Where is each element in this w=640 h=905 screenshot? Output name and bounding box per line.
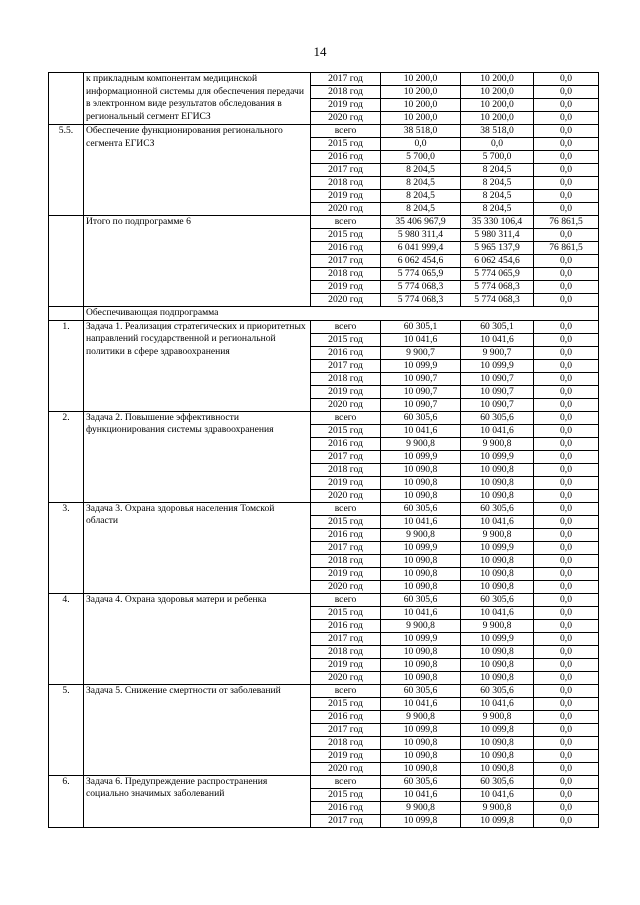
- total-cell: 10 099,8: [381, 723, 461, 736]
- year-cell: 2018 год: [311, 736, 381, 749]
- regional-budget-cell: 10 099,9: [461, 450, 534, 463]
- year-cell: 2017 год: [311, 541, 381, 554]
- regional-budget-cell: 10 090,8: [461, 762, 534, 775]
- total-cell: 9 900,8: [381, 801, 461, 814]
- federal-budget-cell: 0,0: [534, 801, 599, 814]
- year-cell: 2020 год: [311, 203, 381, 216]
- regional-budget-cell: 10 200,0: [461, 73, 534, 86]
- table-row: [49, 307, 599, 321]
- federal-budget-cell: 0,0: [534, 372, 599, 385]
- year-cell: 2016 год: [311, 710, 381, 723]
- total-cell: 10 090,8: [381, 463, 461, 476]
- total-cell: 9 900,8: [381, 710, 461, 723]
- total-cell: 10 099,9: [381, 359, 461, 372]
- regional-budget-cell: 10 090,8: [461, 489, 534, 502]
- item-name: Задача 2. Повышение эффективности функционирования системы здравоохранения: [84, 411, 311, 502]
- federal-budget-cell: 0,0: [534, 606, 599, 619]
- table-row: [49, 73, 599, 86]
- federal-budget-cell: 0,0: [534, 86, 599, 99]
- total-cell: 10 090,7: [381, 398, 461, 411]
- year-cell: 2016 год: [311, 801, 381, 814]
- federal-budget-cell: 0,0: [534, 528, 599, 541]
- regional-budget-cell: 10 090,8: [461, 671, 534, 684]
- item-name: к прикладным компонентам медицинской информационной системы для обеспечения передачи в электронном виде результатов обследования в региональный сегмент ЕГИСЗ: [84, 73, 311, 125]
- total-cell: 10 041,6: [381, 424, 461, 437]
- regional-budget-cell: 9 900,8: [461, 528, 534, 541]
- regional-budget-cell: 9 900,8: [461, 710, 534, 723]
- item-number: 2.: [49, 411, 84, 502]
- year-cell: 2015 год: [311, 424, 381, 437]
- total-cell: 5 980 311,4: [381, 229, 461, 242]
- regional-budget-cell: 60 305,6: [461, 502, 534, 515]
- regional-budget-cell: 38 518,0: [461, 125, 534, 138]
- year-cell: 2015 год: [311, 229, 381, 242]
- regional-budget-cell: 10 090,8: [461, 645, 534, 658]
- regional-budget-cell: 0,0: [461, 138, 534, 151]
- federal-budget-cell: 0,0: [534, 112, 599, 125]
- regional-budget-cell: 5 774 065,9: [461, 268, 534, 281]
- table-row: [49, 684, 599, 697]
- year-cell: 2018 год: [311, 177, 381, 190]
- year-cell: 2017 год: [311, 450, 381, 463]
- year-cell: всего: [311, 502, 381, 515]
- federal-budget-cell: 0,0: [534, 515, 599, 528]
- federal-budget-cell: 0,0: [534, 424, 599, 437]
- federal-budget-cell: 0,0: [534, 814, 599, 827]
- table-row: [49, 320, 599, 333]
- total-cell: 10 090,8: [381, 736, 461, 749]
- year-cell: всего: [311, 775, 381, 788]
- budget-table: [48, 72, 599, 828]
- regional-budget-cell: 10 099,9: [461, 632, 534, 645]
- federal-budget-cell: 0,0: [534, 268, 599, 281]
- federal-budget-cell: 0,0: [534, 385, 599, 398]
- federal-budget-cell: 0,0: [534, 138, 599, 151]
- total-cell: 60 305,6: [381, 593, 461, 606]
- year-cell: 2017 год: [311, 723, 381, 736]
- total-cell: 60 305,1: [381, 320, 461, 333]
- total-cell: 10 200,0: [381, 73, 461, 86]
- item-number: [49, 216, 84, 307]
- regional-budget-cell: 8 204,5: [461, 164, 534, 177]
- total-cell: 6 062 454,6: [381, 255, 461, 268]
- total-cell: 38 518,0: [381, 125, 461, 138]
- year-cell: 2019 год: [311, 476, 381, 489]
- item-number: [49, 73, 84, 125]
- regional-budget-cell: 10 090,7: [461, 385, 534, 398]
- total-cell: 5 774 068,3: [381, 294, 461, 307]
- total-cell: 10 090,8: [381, 658, 461, 671]
- regional-budget-cell: 10 041,6: [461, 515, 534, 528]
- federal-budget-cell: 0,0: [534, 333, 599, 346]
- item-number: 5.: [49, 684, 84, 775]
- total-cell: 10 041,6: [381, 515, 461, 528]
- year-cell: всего: [311, 593, 381, 606]
- total-cell: 9 900,8: [381, 528, 461, 541]
- year-cell: 2018 год: [311, 268, 381, 281]
- federal-budget-cell: 0,0: [534, 164, 599, 177]
- total-cell: 10 041,6: [381, 606, 461, 619]
- federal-budget-cell: 0,0: [534, 619, 599, 632]
- table-row: [49, 411, 599, 424]
- regional-budget-cell: 5 774 068,3: [461, 294, 534, 307]
- regional-budget-cell: 10 041,6: [461, 333, 534, 346]
- regional-budget-cell: 10 090,8: [461, 736, 534, 749]
- year-cell: 2015 год: [311, 697, 381, 710]
- total-cell: 10 041,6: [381, 788, 461, 801]
- year-cell: 2017 год: [311, 255, 381, 268]
- total-cell: 10 200,0: [381, 86, 461, 99]
- federal-budget-cell: 0,0: [534, 632, 599, 645]
- table-row: [49, 775, 599, 788]
- regional-budget-cell: 8 204,5: [461, 177, 534, 190]
- federal-budget-cell: 0,0: [534, 489, 599, 502]
- item-number: 1.: [49, 320, 84, 411]
- item-number: 6.: [49, 775, 84, 827]
- year-cell: 2017 год: [311, 632, 381, 645]
- federal-budget-cell: 0,0: [534, 99, 599, 112]
- federal-budget-cell: 76 861,5: [534, 242, 599, 255]
- federal-budget-cell: 0,0: [534, 411, 599, 424]
- total-cell: 6 041 999,4: [381, 242, 461, 255]
- year-cell: 2018 год: [311, 372, 381, 385]
- budget-table-body: [49, 73, 599, 828]
- regional-budget-cell: 8 204,5: [461, 190, 534, 203]
- year-cell: 2016 год: [311, 242, 381, 255]
- year-cell: 2020 год: [311, 671, 381, 684]
- regional-budget-cell: 10 041,6: [461, 606, 534, 619]
- total-cell: 10 090,8: [381, 645, 461, 658]
- federal-budget-cell: 0,0: [534, 151, 599, 164]
- year-cell: всего: [311, 216, 381, 229]
- year-cell: 2017 год: [311, 73, 381, 86]
- year-cell: 2015 год: [311, 333, 381, 346]
- total-cell: 10 099,8: [381, 814, 461, 827]
- regional-budget-cell: 35 330 106,4: [461, 216, 534, 229]
- total-cell: 10 090,7: [381, 372, 461, 385]
- table-row: [49, 216, 599, 229]
- year-cell: всего: [311, 125, 381, 138]
- federal-budget-cell: 0,0: [534, 723, 599, 736]
- total-cell: 8 204,5: [381, 177, 461, 190]
- federal-budget-cell: 0,0: [534, 203, 599, 216]
- regional-budget-cell: 6 062 454,6: [461, 255, 534, 268]
- regional-budget-cell: 10 090,8: [461, 567, 534, 580]
- total-cell: 10 090,8: [381, 671, 461, 684]
- federal-budget-cell: 0,0: [534, 476, 599, 489]
- year-cell: 2018 год: [311, 645, 381, 658]
- item-name: Задача 5. Снижение смертности от заболеваний: [84, 684, 311, 775]
- item-name: Обеспечение функционирования регионального сегмента ЕГИСЗ: [84, 125, 311, 216]
- year-cell: 2019 год: [311, 99, 381, 112]
- federal-budget-cell: 0,0: [534, 710, 599, 723]
- federal-budget-cell: 0,0: [534, 177, 599, 190]
- regional-budget-cell: 10 090,8: [461, 658, 534, 671]
- item-name: Итого по подпрограмме 6: [84, 216, 311, 307]
- total-cell: 60 305,6: [381, 775, 461, 788]
- federal-budget-cell: 0,0: [534, 593, 599, 606]
- regional-budget-cell: 10 090,8: [461, 580, 534, 593]
- table-row: [49, 593, 599, 606]
- year-cell: 2019 год: [311, 749, 381, 762]
- year-cell: 2020 год: [311, 580, 381, 593]
- year-cell: 2020 год: [311, 489, 381, 502]
- year-cell: 2018 год: [311, 86, 381, 99]
- regional-budget-cell: 10 090,8: [461, 749, 534, 762]
- total-cell: 9 900,8: [381, 619, 461, 632]
- federal-budget-cell: 0,0: [534, 502, 599, 515]
- federal-budget-cell: 0,0: [534, 775, 599, 788]
- year-cell: 2015 год: [311, 515, 381, 528]
- federal-budget-cell: 0,0: [534, 580, 599, 593]
- item-number: [49, 307, 84, 321]
- total-cell: 10 099,9: [381, 541, 461, 554]
- regional-budget-cell: 8 204,5: [461, 203, 534, 216]
- regional-budget-cell: 10 200,0: [461, 112, 534, 125]
- total-cell: 10 099,9: [381, 450, 461, 463]
- year-cell: 2016 год: [311, 528, 381, 541]
- year-cell: 2020 год: [311, 112, 381, 125]
- federal-budget-cell: 0,0: [534, 398, 599, 411]
- item-name: Задача 6. Предупреждение распространения социально значимых заболеваний: [84, 775, 311, 827]
- total-cell: 10 200,0: [381, 112, 461, 125]
- federal-budget-cell: 0,0: [534, 450, 599, 463]
- item-number: 5.5.: [49, 125, 84, 216]
- item-name: Обеспечивающая подпрограмма: [84, 307, 599, 321]
- federal-budget-cell: 0,0: [534, 255, 599, 268]
- total-cell: 5 774 065,9: [381, 268, 461, 281]
- year-cell: всего: [311, 684, 381, 697]
- year-cell: 2016 год: [311, 151, 381, 164]
- regional-budget-cell: 10 099,8: [461, 814, 534, 827]
- item-number: 4.: [49, 593, 84, 684]
- federal-budget-cell: 0,0: [534, 73, 599, 86]
- total-cell: 10 090,8: [381, 476, 461, 489]
- federal-budget-cell: 0,0: [534, 463, 599, 476]
- regional-budget-cell: 60 305,6: [461, 411, 534, 424]
- total-cell: 10 090,8: [381, 489, 461, 502]
- total-cell: 10 090,8: [381, 554, 461, 567]
- regional-budget-cell: 9 900,8: [461, 801, 534, 814]
- item-name: Задача 1. Реализация стратегических и приоритетных направлений государственной и региональной политики в сфере здравоохранения: [84, 320, 311, 411]
- federal-budget-cell: 0,0: [534, 190, 599, 203]
- federal-budget-cell: 0,0: [534, 671, 599, 684]
- year-cell: 2019 год: [311, 190, 381, 203]
- regional-budget-cell: 10 090,8: [461, 463, 534, 476]
- year-cell: 2015 год: [311, 606, 381, 619]
- regional-budget-cell: 9 900,7: [461, 346, 534, 359]
- federal-budget-cell: 0,0: [534, 684, 599, 697]
- year-cell: 2019 год: [311, 281, 381, 294]
- federal-budget-cell: 0,0: [534, 762, 599, 775]
- regional-budget-cell: 9 900,8: [461, 619, 534, 632]
- item-name: Задача 4. Охрана здоровья матери и ребенка: [84, 593, 311, 684]
- regional-budget-cell: 60 305,6: [461, 593, 534, 606]
- total-cell: 10 041,6: [381, 333, 461, 346]
- year-cell: 2020 год: [311, 398, 381, 411]
- year-cell: 2018 год: [311, 554, 381, 567]
- year-cell: 2020 год: [311, 762, 381, 775]
- total-cell: 10 090,8: [381, 762, 461, 775]
- total-cell: 0,0: [381, 138, 461, 151]
- total-cell: 5 700,0: [381, 151, 461, 164]
- total-cell: 9 900,7: [381, 346, 461, 359]
- year-cell: всего: [311, 411, 381, 424]
- regional-budget-cell: 10 200,0: [461, 99, 534, 112]
- table-row: [49, 125, 599, 138]
- regional-budget-cell: 10 090,8: [461, 476, 534, 489]
- regional-budget-cell: 10 041,6: [461, 788, 534, 801]
- total-cell: 60 305,6: [381, 502, 461, 515]
- federal-budget-cell: 0,0: [534, 281, 599, 294]
- total-cell: 60 305,6: [381, 684, 461, 697]
- federal-budget-cell: 0,0: [534, 229, 599, 242]
- federal-budget-cell: 0,0: [534, 359, 599, 372]
- regional-budget-cell: 5 774 068,3: [461, 281, 534, 294]
- page-number: 14: [313, 44, 327, 59]
- federal-budget-cell: 0,0: [534, 788, 599, 801]
- year-cell: 2019 год: [311, 385, 381, 398]
- year-cell: 2017 год: [311, 164, 381, 177]
- year-cell: 2018 год: [311, 463, 381, 476]
- federal-budget-cell: 0,0: [534, 437, 599, 450]
- regional-budget-cell: 60 305,6: [461, 775, 534, 788]
- federal-budget-cell: 0,0: [534, 567, 599, 580]
- year-cell: 2020 год: [311, 294, 381, 307]
- year-cell: 2016 год: [311, 346, 381, 359]
- total-cell: 35 406 967,9: [381, 216, 461, 229]
- year-cell: 2015 год: [311, 138, 381, 151]
- federal-budget-cell: 0,0: [534, 541, 599, 554]
- regional-budget-cell: 9 900,8: [461, 437, 534, 450]
- year-cell: всего: [311, 320, 381, 333]
- federal-budget-cell: 0,0: [534, 697, 599, 710]
- federal-budget-cell: 0,0: [534, 125, 599, 138]
- total-cell: 8 204,5: [381, 164, 461, 177]
- federal-budget-cell: 0,0: [534, 294, 599, 307]
- regional-budget-cell: 10 041,6: [461, 697, 534, 710]
- regional-budget-cell: 10 099,9: [461, 359, 534, 372]
- regional-budget-cell: 10 090,8: [461, 554, 534, 567]
- federal-budget-cell: 0,0: [534, 658, 599, 671]
- federal-budget-cell: 0,0: [534, 645, 599, 658]
- total-cell: 10 200,0: [381, 99, 461, 112]
- regional-budget-cell: 60 305,1: [461, 320, 534, 333]
- year-cell: 2019 год: [311, 658, 381, 671]
- year-cell: 2015 год: [311, 788, 381, 801]
- total-cell: 10 090,8: [381, 567, 461, 580]
- total-cell: 60 305,6: [381, 411, 461, 424]
- item-name: Задача 3. Охрана здоровья населения Томской области: [84, 502, 311, 593]
- regional-budget-cell: 10 200,0: [461, 86, 534, 99]
- table-row: [49, 502, 599, 515]
- regional-budget-cell: 5 980 311,4: [461, 229, 534, 242]
- regional-budget-cell: 60 305,6: [461, 684, 534, 697]
- total-cell: 10 041,6: [381, 697, 461, 710]
- regional-budget-cell: 10 090,7: [461, 398, 534, 411]
- item-number: 3.: [49, 502, 84, 593]
- total-cell: 8 204,5: [381, 190, 461, 203]
- regional-budget-cell: 5 965 137,9: [461, 242, 534, 255]
- regional-budget-cell: 10 041,6: [461, 424, 534, 437]
- regional-budget-cell: 10 090,7: [461, 372, 534, 385]
- federal-budget-cell: 0,0: [534, 554, 599, 567]
- year-cell: 2016 год: [311, 619, 381, 632]
- total-cell: 8 204,5: [381, 203, 461, 216]
- total-cell: 10 090,7: [381, 385, 461, 398]
- total-cell: 5 774 068,3: [381, 281, 461, 294]
- regional-budget-cell: 10 099,8: [461, 723, 534, 736]
- year-cell: 2017 год: [311, 814, 381, 827]
- total-cell: 9 900,8: [381, 437, 461, 450]
- regional-budget-cell: 5 700,0: [461, 151, 534, 164]
- federal-budget-cell: 0,0: [534, 736, 599, 749]
- total-cell: 10 090,8: [381, 749, 461, 762]
- federal-budget-cell: 0,0: [534, 346, 599, 359]
- year-cell: 2017 год: [311, 359, 381, 372]
- federal-budget-cell: 0,0: [534, 749, 599, 762]
- year-cell: 2019 год: [311, 567, 381, 580]
- federal-budget-cell: 76 861,5: [534, 216, 599, 229]
- total-cell: 10 090,8: [381, 580, 461, 593]
- federal-budget-cell: 0,0: [534, 320, 599, 333]
- year-cell: 2016 год: [311, 437, 381, 450]
- regional-budget-cell: 10 099,9: [461, 541, 534, 554]
- total-cell: 10 099,9: [381, 632, 461, 645]
